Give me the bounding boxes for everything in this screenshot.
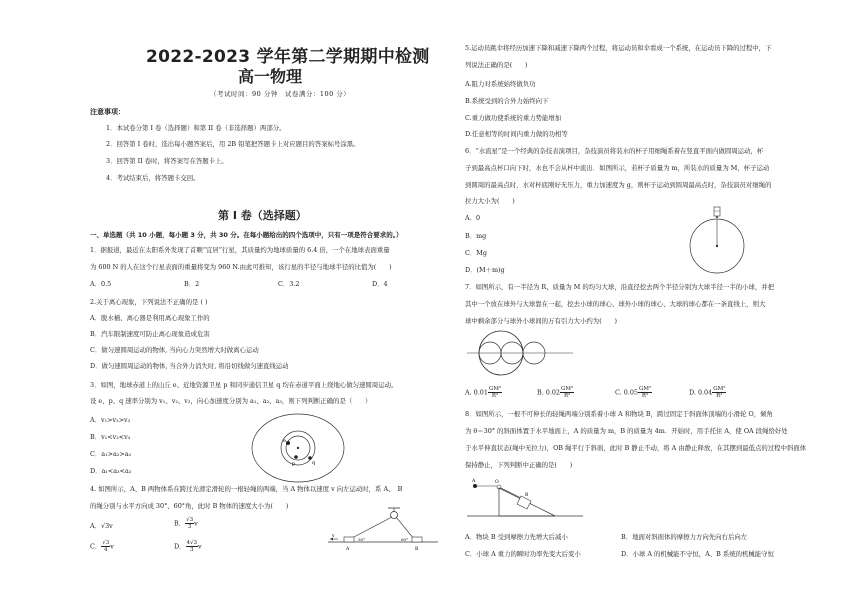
q8-option-a: A．物块 B 受到摩擦力先增大后减小 <box>465 533 568 541</box>
q7-line: 7．如图所示，有一半径为 R、质量为 M 的均匀大球，沿直径挖去两个半径分别为大球半径一半的小球，并把 <box>465 283 775 291</box>
q6-line: 到圆周的最高点时，水对杯底刚好无压力，重力加速度为 g，则杯子运动到圆周最高点时，杂技演员对细绳的 <box>465 181 772 189</box>
q4-option-a: A．√3v <box>90 522 113 530</box>
q6-option-b: B．mg <box>465 232 487 240</box>
q8-label-b: B <box>525 493 529 498</box>
notice-item: 2．回答第 I 卷时，选出每小题答案后，用 2B 铅笔把答题卡上对应题目的答案标号涂黑。 <box>106 140 360 148</box>
section-title: 第 I 卷（选择题） <box>218 209 307 222</box>
q1-option-c: C．3.2 <box>278 280 300 288</box>
q3-option-d: D．a₁<a₃<a₂ <box>90 467 132 475</box>
q1-option-d: D．4 <box>372 280 388 288</box>
q1-line: 为 600 N 的人在这个行星表面的重量将变为 960 N.由此可推知，该行星的半径与地球半径的比值为( ) <box>90 263 392 271</box>
q5-option-c: C.重力做功使系统的重力势能增加 <box>465 114 562 122</box>
q1-option-b: B．2 <box>184 280 200 288</box>
q7-line: 球中剩余部分与球外小球间的万有引力大小约为( ) <box>465 317 617 325</box>
q8-label-a: A <box>472 479 476 484</box>
exam-subtitle: 高一物理 <box>238 67 303 86</box>
q1-line: 1．据报道，最近在太阳系外发现了首颗“宜居”行星，其质量约为地球质量的 6.4 倍，一个在地球表面重量 <box>90 246 390 254</box>
q4-label-60: 60° <box>401 537 409 542</box>
q8-label-o: O <box>495 480 499 485</box>
q3-option-c: C．a₁>a₂>a₃ <box>90 450 132 458</box>
q4-line: 的绳分别与水平方向成 30°、60°角，此时 B 物体的速度大小为( ) <box>90 502 289 510</box>
q5-line: 列说法正确的是( ) <box>465 61 528 69</box>
q5-option-a: A.阻力对系统始终做负功 <box>465 80 536 88</box>
q5-line: 5.运动员跳伞将经历加速下降和减速下降两个过程，将运动员和伞看成一个系统，在运动员下降的过程中，下 <box>465 44 772 52</box>
q3-line: 设 e、p、q 速率分别为 v₁、v₂、v₃，向心加速度分别为 a₁、a₂、a₃，则下列判断正确的是（ ） <box>90 397 372 405</box>
q2-option-d: D．做匀速圆周运动的物体, 当合外力消失时, 将沿切线做匀速直线运动 <box>90 362 289 370</box>
q6-line: 6．“水流星”是一个经典的杂技表演项目，杂技演员将装水的杯子用细绳系着在竖直平面内做圆周运动，杯 <box>465 147 764 155</box>
q2-option-b: B．汽车限制速度可防止离心现象造成危害 <box>90 330 210 338</box>
q7-line: 其中一个放在球外与大球靠在一起，挖去小球的球心、球外小球的球心、大球的球心都在一条直线上，则大 <box>465 300 766 308</box>
q7-option-c: C. 0.05 $\frac{\text{GM²}}{\text{R²}}$ <box>615 386 652 399</box>
q4-option-c: C． $\frac{√3}{4}$ v <box>90 540 114 553</box>
q4-label-a: A <box>346 547 350 552</box>
q1-option-a: A．0.5 <box>90 280 112 288</box>
exam-title: 2022-2023 学年第二学期期中检测 <box>146 47 430 67</box>
q2-option-a: A．脱水桶、离心器是利用离心现象工作的 <box>90 314 210 322</box>
notice-item: 4．考试结束后，将答题卡交回。 <box>106 174 200 182</box>
q5-option-d: D.任意相等的时间内重力做的功相等 <box>465 130 568 138</box>
q4-option-b: B． $\frac{√3}{3}$ v <box>174 517 198 530</box>
q6-option-c: C．Mg <box>465 249 487 257</box>
q3-label-p: p <box>292 461 296 467</box>
q6-line: 拉力大小为( ) <box>465 197 515 205</box>
q8-option-c: C．小球 A 重力的瞬时功率先变大后变小 <box>465 550 581 558</box>
exam-info: （考试时间：90 分钟 试卷满分：100 分） <box>210 90 351 98</box>
q7-option-a: A. 0.01 $\frac{\text{GM²}}{\text{R²}}$ <box>465 386 502 399</box>
q8-option-b: B．地面对斜面体的摩擦力方向先向右后向左 <box>621 533 748 541</box>
q3-label-q: q <box>312 460 316 466</box>
q6-circle-figure <box>687 203 747 281</box>
section-instructions: 一、单选题（共 10 小题，每小题 3 分，共 30 分。在每小题给出的四个选项中，只有一项是符合要求的。） <box>90 231 403 239</box>
q4-label-30: 30° <box>358 537 366 542</box>
notice-item: 3．回答第 II 卷时，将答案写在答题卡上。 <box>106 157 228 165</box>
notice-item: 1．本试卷分第 I 卷（选择题）和第 II 卷（非选择题）两部分。 <box>106 124 286 132</box>
q8-line: 为 θ＝30° 的斜面体置于水平地面上，A 的质量为 m，B 的质量为 4m．开始时，用手托住 A，使 OA 段绳恰好处 <box>465 427 788 435</box>
q3-orbit-figure <box>248 412 348 484</box>
q4-label-v: v <box>332 534 335 539</box>
q8-line: 保持静止，下列判断中正确的是( ) <box>465 461 573 469</box>
q6-option-d: D．(M＋m)g <box>465 266 505 274</box>
q7-spheres-figure <box>465 328 575 378</box>
q4-option-d: D． $\frac{4√3}{3}$ v <box>174 540 202 553</box>
q5-option-b: B.系统受到的合外力始终向下 <box>465 97 549 105</box>
q3-option-b: B．v₁<v₂<v₃ <box>90 433 131 441</box>
q3-label-e: e <box>283 438 286 444</box>
q4-pulley-figure <box>326 506 444 556</box>
q7-option-d: D. 0.04 $\frac{\text{GM²}}{\text{R²}}$ <box>689 386 726 399</box>
q2-stem: 2.关于离心现象，下列说法不正确的是 ( ) <box>90 298 208 306</box>
q7-option-b: B. 0.02 $\frac{\text{GM²}}{\text{R²}}$ <box>537 386 574 399</box>
q8-line: 8．如图所示，一根不可伸长的轻绳两端分别系着小球 A 和物块 B，跨过固定于斜面体顶端的小滑轮 O，倾角 <box>465 410 773 418</box>
notice-heading: 注意事项： <box>90 108 125 116</box>
q6-option-a: A．0 <box>465 214 481 222</box>
q6-line: 子到最高点杯口向下时，水也不会从杯中流出．如图所示，若杯子质量为 m，所装水的质量为 M，杯子运动 <box>465 164 770 172</box>
q8-incline-figure <box>465 476 585 520</box>
q4-label-b: B <box>415 547 419 552</box>
q3-option-a: A．v₁>v₂>v₃ <box>90 416 131 424</box>
q3-line: 3．如图，地球赤道上的山丘 e、近地资源卫星 p 和同步通信卫星 q 均在赤道平面上绕地心做匀速圆周运动。 <box>90 381 398 389</box>
q4-line: 4. 如图所示，A、B 两物体系在跨过光滑定滑轮的一根轻绳的两端，当 A 物体以速度 v 向左运动时，系 A、 B <box>90 485 403 493</box>
q8-line: 于水平伸直状态(绳中无拉力)，OB 绳平行于斜面，此时 B 静止不动，将 A 由静止释放，在其摆到最低点的过程中斜面体 <box>465 444 807 452</box>
q2-option-c: C．做匀速圆周运动的物体, 当向心力突然增大时做离心运动 <box>90 346 259 354</box>
q8-option-d: D．小球 A 的机械能不守恒，A、B 系统的机械能守恒 <box>621 550 774 558</box>
